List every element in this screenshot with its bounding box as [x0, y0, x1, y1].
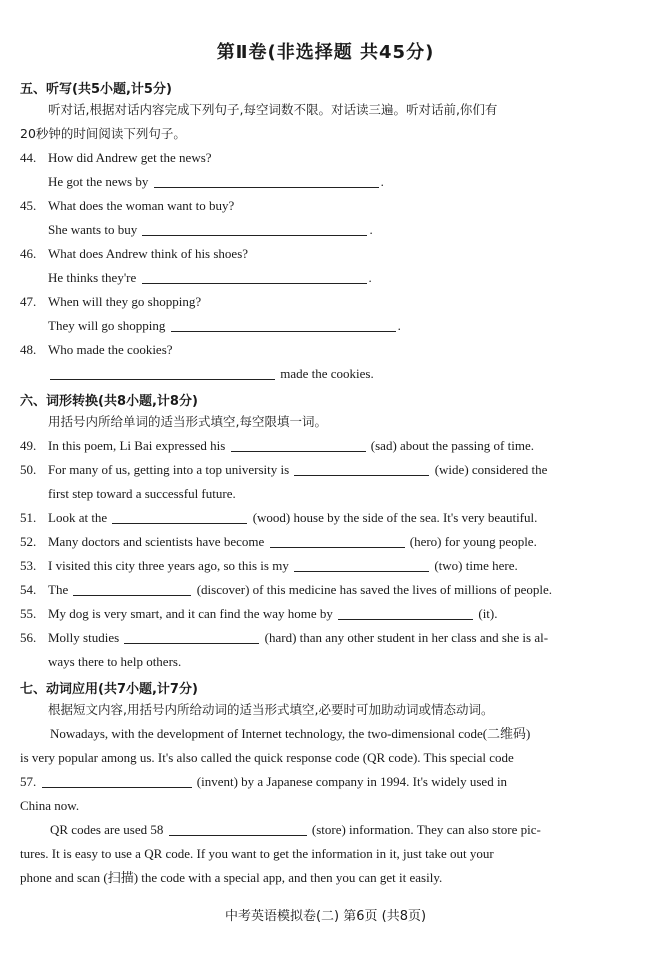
- answer-blank-51[interactable]: [112, 511, 247, 524]
- question-48: 48. Who made the cookies?: [20, 342, 173, 357]
- answer-blank-45[interactable]: [142, 223, 367, 236]
- question-47: 47. When will they go shopping?: [20, 294, 202, 309]
- passage-line-6: tures. It is easy to use a QR code. If you want to get the information in it, just take out your: [20, 846, 494, 861]
- section5-heading: 五、听写(共5小题,计5分): [20, 82, 172, 97]
- question-53: 53. I visited this city three years ago, so this is my (two) time here.: [20, 558, 518, 573]
- question-45: 45. What does the woman want to buy?: [20, 198, 235, 213]
- question-55: 55. My dog is very smart, and it can find the way home by (it).: [20, 606, 498, 621]
- passage-line-3: 57. (invent) by a Japanese company in 1994. It's widely used in: [20, 774, 508, 789]
- question-52: 52. Many doctors and scientists have become (hero) for young people.: [20, 534, 537, 549]
- question-54: 54. The (discover) of this medicine has saved the lives of millions of people.: [20, 582, 552, 597]
- section7-instruction: 根据短文内容,用括号内所给动词的适当形式填空,必要时可加助动词或情态动词。: [48, 702, 494, 717]
- answer-45: She wants to buy .: [48, 222, 373, 237]
- passage-line-5: QR codes are used 58 (store) information. They can also store pic-: [50, 822, 541, 837]
- passage-line-1: Nowadays, with the development of Internet technology, the two-dimensional code(二维码): [50, 726, 531, 741]
- question-49: 49. In this poem, Li Bai expressed his (sad) about the passing of time.: [20, 438, 534, 453]
- answer-44: He got the news by .: [48, 174, 384, 189]
- section6-instruction: 用括号内所给单词的适当形式填空,每空限填一词。: [48, 414, 327, 429]
- answer-blank-47[interactable]: [171, 319, 396, 332]
- question-56-continued: ways there to help others.: [48, 654, 182, 669]
- answer-blank-55[interactable]: [338, 607, 473, 620]
- section7-heading: 七、动词应用(共7小题,计7分): [20, 682, 198, 697]
- answer-blank-50[interactable]: [294, 463, 429, 476]
- section6-heading: 六、词形转换(共8小题,计8分): [20, 394, 198, 409]
- answer-blank-48[interactable]: [50, 367, 275, 380]
- section5-instruction-2: 20秒钟的时间阅读下列句子。: [20, 126, 186, 141]
- answer-blank-49[interactable]: [231, 439, 366, 452]
- answer-48: made the cookies.: [48, 366, 638, 382]
- question-44: 44. How did Andrew get the news?: [20, 150, 212, 165]
- question-56: 56. Molly studies (hard) than any other student in her class and she is al-: [20, 630, 549, 645]
- answer-blank-58[interactable]: [169, 823, 307, 836]
- question-51: 51. Look at the (wood) house by the side of the sea. It's very beautiful.: [20, 510, 538, 525]
- page-title: 第Ⅱ卷(非选择题 共45分): [216, 42, 435, 63]
- passage-line-7: phone and scan (扫描) the code with a special app, and then you can get it easily.: [20, 870, 443, 885]
- answer-blank-57[interactable]: [42, 775, 192, 788]
- answer-blank-53[interactable]: [294, 559, 429, 572]
- answer-blank-52[interactable]: [270, 535, 405, 548]
- answer-blank-56[interactable]: [124, 631, 259, 644]
- question-50: 50. For many of us, getting into a top university is (wide) considered the: [20, 462, 548, 477]
- question-46: 46. What does Andrew think of his shoes?: [20, 246, 249, 261]
- answer-blank-54[interactable]: [73, 583, 191, 596]
- answer-47: They will go shopping .: [48, 318, 401, 333]
- passage-line-4: China now.: [20, 798, 80, 813]
- answer-blank-46[interactable]: [142, 271, 367, 284]
- question-50-continued: first step toward a successful future.: [48, 486, 236, 501]
- answer-46: He thinks they're .: [48, 270, 372, 285]
- page-footer: 中考英语模拟卷(二) 第6页 (共8页): [224, 909, 427, 924]
- passage-line-2: is very popular among us. It's also called the quick response code (QR code). This special code: [20, 750, 514, 765]
- answer-blank-44[interactable]: [154, 175, 379, 188]
- section5-instruction-1: 听对话,根据对话内容完成下列句子,每空词数不限。对话读三遍。听对话前,你们有: [48, 102, 498, 117]
